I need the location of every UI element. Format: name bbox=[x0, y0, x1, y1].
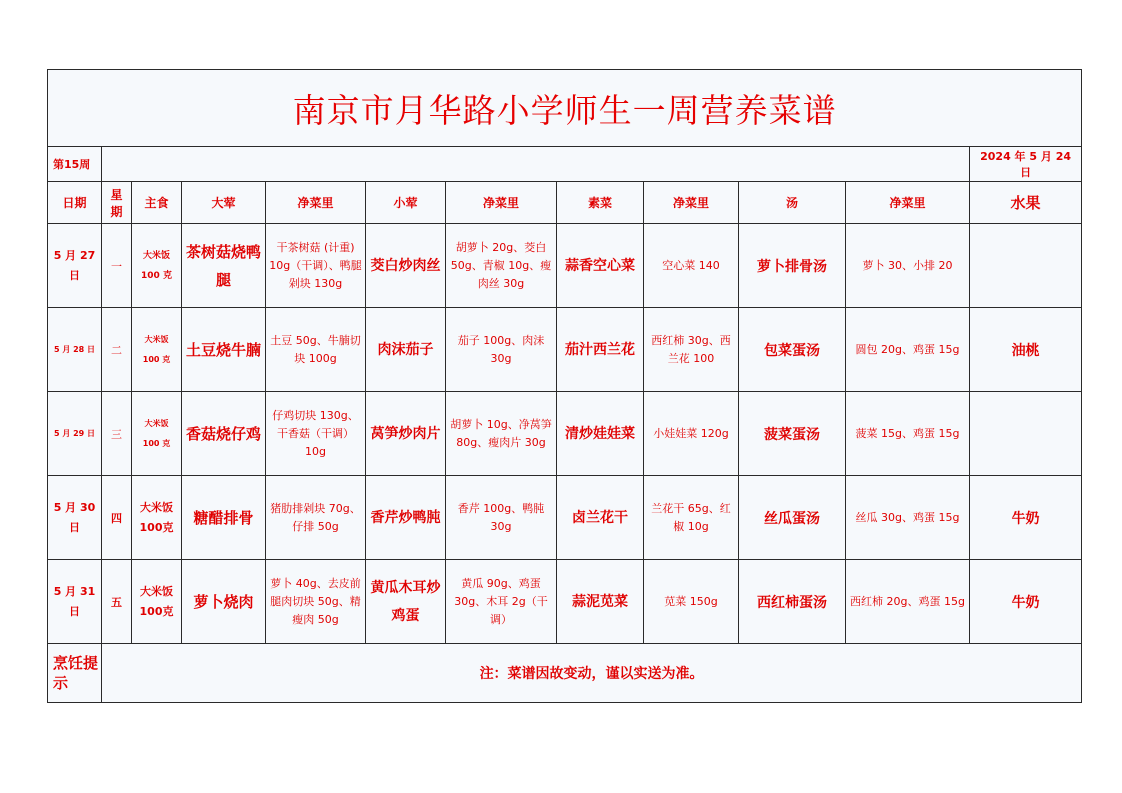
day-weekday: 五 bbox=[102, 560, 132, 644]
day-small-dish: 香芹炒鸭肫 bbox=[366, 476, 446, 560]
day-small-dish: 茭白炒肉丝 bbox=[366, 224, 446, 308]
day-small-amount: 黄瓜 90g、鸡蛋 30g、木耳 2g（干调） bbox=[446, 560, 557, 644]
day-weekday: 二 bbox=[102, 308, 132, 392]
day-date: 5 月 31 日 bbox=[48, 560, 102, 644]
day-veg: 蒜香空心菜 bbox=[557, 224, 644, 308]
day-small-dish: 黄瓜木耳炒鸡蛋 bbox=[366, 560, 446, 644]
header-fruit: 水果 bbox=[970, 182, 1082, 224]
day-date: 5 月 27 日 bbox=[48, 224, 102, 308]
table-row bbox=[48, 476, 1082, 560]
table-row bbox=[48, 392, 1082, 476]
day-veg-amount: 苋菜 150g bbox=[644, 560, 739, 644]
day-fruit: 牛奶 bbox=[970, 476, 1082, 560]
day-small-amount: 香芹 100g、鸭肫 30g bbox=[446, 476, 557, 560]
header-small-dish: 小荤 bbox=[366, 182, 446, 224]
day-veg-amount: 空心菜 140 bbox=[644, 224, 739, 308]
day-big-amount: 猪肋排剁块 70g、仔排 50g bbox=[266, 476, 366, 560]
menu-table bbox=[47, 69, 1082, 703]
day-soup: 萝卜排骨汤 bbox=[739, 224, 846, 308]
day-small-amount: 胡萝卜 20g、茭白 50g、青椒 10g、瘦肉丝 30g bbox=[446, 224, 557, 308]
day-big-dish: 糖醋排骨 bbox=[182, 476, 266, 560]
day-soup: 包菜蛋汤 bbox=[739, 308, 846, 392]
day-soup: 菠菜蛋汤 bbox=[739, 392, 846, 476]
day-fruit bbox=[970, 224, 1082, 308]
header-net-4: 净菜里 bbox=[846, 182, 970, 224]
day-weekday: 三 bbox=[102, 392, 132, 476]
day-small-dish: 莴笋炒肉片 bbox=[366, 392, 446, 476]
day-veg-amount: 西红柿 30g、西兰花 100 bbox=[644, 308, 739, 392]
day-small-dish: 肉沫茄子 bbox=[366, 308, 446, 392]
header-date: 日期 bbox=[48, 182, 102, 224]
header-net-1: 净菜里 bbox=[266, 182, 366, 224]
header-weekday: 星期 bbox=[102, 182, 132, 224]
day-weekday: 一 bbox=[102, 224, 132, 308]
day-fruit: 油桃 bbox=[970, 308, 1082, 392]
day-big-amount: 干茶树菇 (计重) 10g（干调）、鸭腿剁块 130g bbox=[266, 224, 366, 308]
day-staple: 大米饭 100克 bbox=[132, 476, 182, 560]
day-big-amount: 萝卜 40g、去皮前腿肉切块 50g、精瘦肉 50g bbox=[266, 560, 366, 644]
header-big-dish: 大荤 bbox=[182, 182, 266, 224]
table-row bbox=[48, 560, 1082, 644]
header-net-2: 净菜里 bbox=[446, 182, 557, 224]
day-big-dish: 香菇烧仔鸡 bbox=[182, 392, 266, 476]
day-fruit bbox=[970, 392, 1082, 476]
day-veg: 卤兰花干 bbox=[557, 476, 644, 560]
day-date: 5 月 29 日 bbox=[48, 392, 102, 476]
day-veg-amount: 兰花干 65g、红椒 10g bbox=[644, 476, 739, 560]
day-veg-amount: 小娃娃菜 120g bbox=[644, 392, 739, 476]
day-veg: 清炒娃娃菜 bbox=[557, 392, 644, 476]
day-soup-amount: 萝卜 30、小排 20 bbox=[846, 224, 970, 308]
issue-date: 2024 年 5 月 24 日 bbox=[970, 147, 1082, 182]
header-veg: 素菜 bbox=[557, 182, 644, 224]
table-row bbox=[48, 224, 1082, 308]
week-row-blank bbox=[102, 147, 970, 182]
day-staple: 大米饭 100 克 bbox=[132, 392, 182, 476]
day-soup: 丝瓜蛋汤 bbox=[739, 476, 846, 560]
day-big-amount: 土豆 50g、牛腩切块 100g bbox=[266, 308, 366, 392]
day-big-dish: 茶树菇烧鸭腿 bbox=[182, 224, 266, 308]
day-big-dish: 土豆烧牛腩 bbox=[182, 308, 266, 392]
day-soup-amount: 丝瓜 30g、鸡蛋 15g bbox=[846, 476, 970, 560]
day-veg: 茄汁西兰花 bbox=[557, 308, 644, 392]
day-date: 5 月 28 日 bbox=[48, 308, 102, 392]
day-soup-amount: 圆包 20g、鸡蛋 15g bbox=[846, 308, 970, 392]
menu-note: 注：菜谱因故变动，谨以实送为准。 bbox=[102, 644, 1082, 703]
header-staple: 主食 bbox=[132, 182, 182, 224]
day-staple: 大米饭 100克 bbox=[132, 560, 182, 644]
day-soup-amount: 菠菜 15g、鸡蛋 15g bbox=[846, 392, 970, 476]
cooking-tip-label: 烹饪提示 bbox=[48, 644, 102, 703]
header-soup: 汤 bbox=[739, 182, 846, 224]
day-soup: 西红柿蛋汤 bbox=[739, 560, 846, 644]
day-soup-amount: 西红柿 20g、鸡蛋 15g bbox=[846, 560, 970, 644]
day-fruit: 牛奶 bbox=[970, 560, 1082, 644]
day-big-dish: 萝卜烧肉 bbox=[182, 560, 266, 644]
day-date: 5 月 30 日 bbox=[48, 476, 102, 560]
header-row bbox=[48, 182, 1082, 224]
week-number: 第15周 bbox=[48, 147, 102, 182]
day-staple: 大米饭 100 克 bbox=[132, 308, 182, 392]
table-row bbox=[48, 308, 1082, 392]
day-small-amount: 茄子 100g、肉沫 30g bbox=[446, 308, 557, 392]
page-title: 南京市月华路小学师生一周营养菜谱 bbox=[48, 70, 1082, 147]
header-net-3: 净菜里 bbox=[644, 182, 739, 224]
day-weekday: 四 bbox=[102, 476, 132, 560]
day-small-amount: 胡萝卜 10g、净莴笋 80g、瘦肉片 30g bbox=[446, 392, 557, 476]
day-veg: 蒜泥苋菜 bbox=[557, 560, 644, 644]
day-staple: 大米饭 100 克 bbox=[132, 224, 182, 308]
day-big-amount: 仔鸡切块 130g、干香菇（干调）10g bbox=[266, 392, 366, 476]
